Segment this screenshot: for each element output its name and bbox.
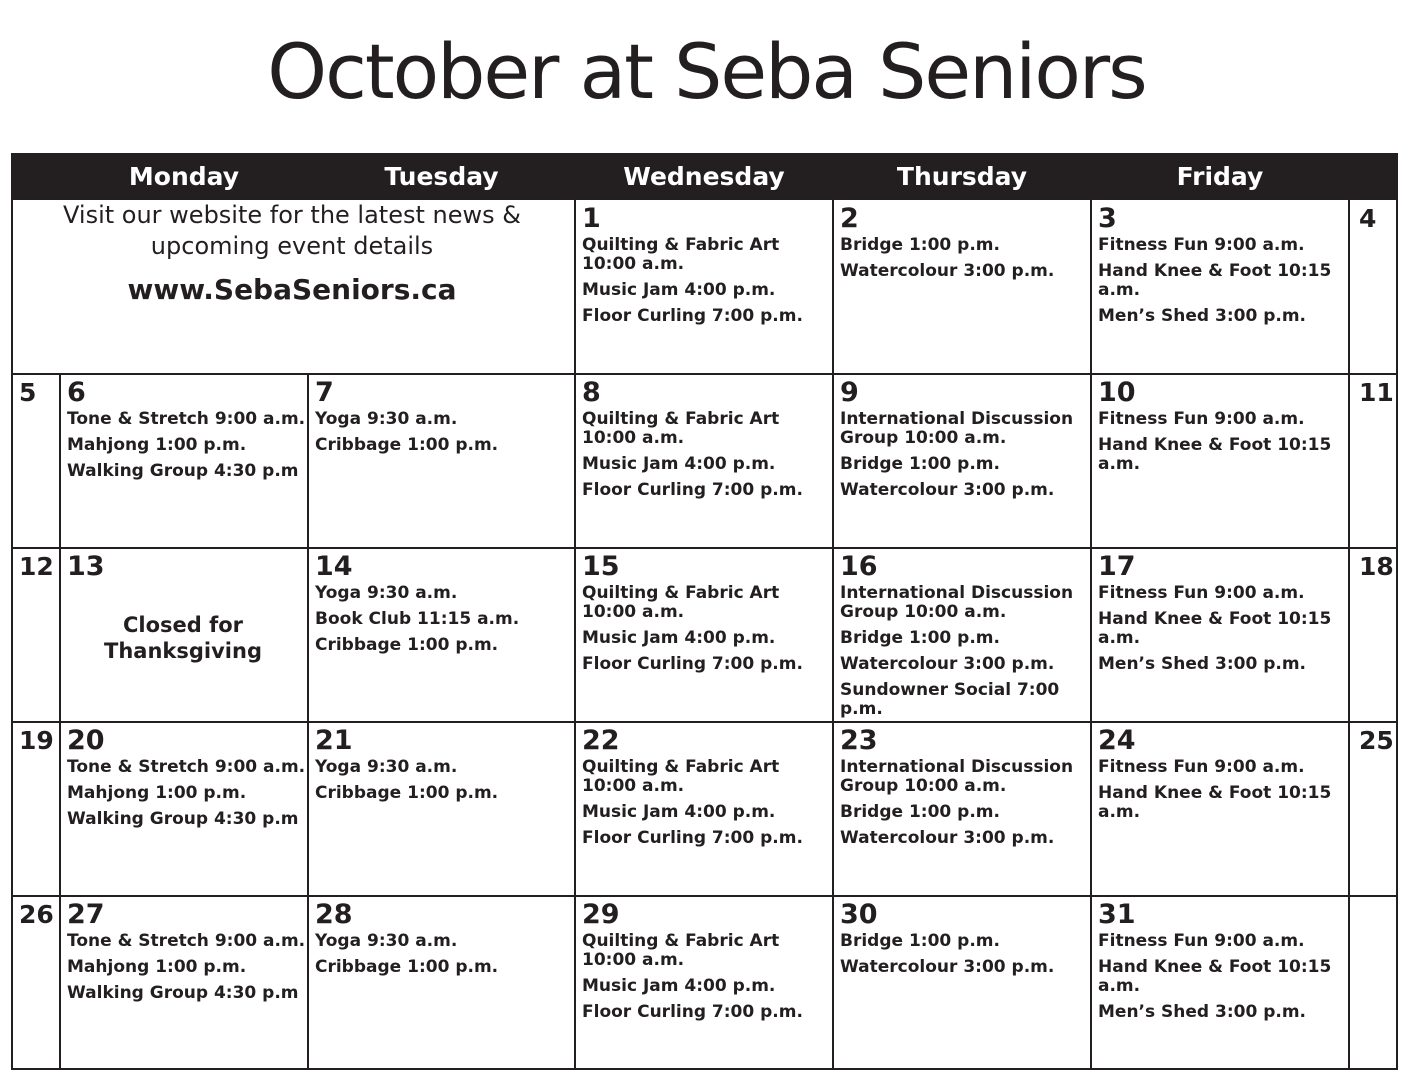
day-cell bbox=[575, 374, 833, 548]
day-cell bbox=[1091, 548, 1349, 722]
calendar bbox=[11, 153, 1398, 1070]
day-cell bbox=[308, 548, 575, 722]
event-list bbox=[840, 584, 1089, 726]
day-number: 31 bbox=[1098, 899, 1136, 930]
day-cell bbox=[833, 722, 1091, 896]
event-item: Quilting & Fabric Art 10:00 a.m. bbox=[582, 757, 780, 796]
event-item: Quilting & Fabric Art 10:00 a.m. bbox=[582, 931, 780, 970]
event-item: Book Club 11:15 a.m. bbox=[315, 609, 520, 629]
promo-text-line: Visit our website for the latest news & bbox=[63, 201, 521, 229]
event-list bbox=[315, 584, 573, 662]
calendar-grid bbox=[11, 200, 1398, 1070]
event-item: Mahjong 1:00 p.m. bbox=[67, 957, 247, 977]
event-item: Hand Knee & Foot 10:15 a.m. bbox=[1098, 435, 1332, 474]
event-list bbox=[67, 758, 306, 836]
day-cell bbox=[308, 722, 575, 896]
day-number: 14 bbox=[315, 551, 353, 582]
day-number: 23 bbox=[840, 725, 878, 756]
day-number: 16 bbox=[840, 551, 878, 582]
event-list bbox=[582, 758, 831, 855]
day-cell bbox=[60, 896, 308, 1070]
event-item: Watercolour 3:00 p.m. bbox=[840, 261, 1055, 281]
day-number: 8 bbox=[582, 377, 601, 408]
website-link[interactable]: www.SebaSeniors.ca bbox=[127, 273, 457, 306]
event-item: Tone & Stretch 9:00 a.m. bbox=[67, 409, 306, 429]
event-item: Watercolour 3:00 p.m. bbox=[840, 957, 1055, 977]
event-item: Bridge 1:00 p.m. bbox=[840, 802, 1000, 822]
day-cell bbox=[1091, 200, 1349, 374]
closed-line: Thanksgiving bbox=[104, 639, 262, 663]
day-cell bbox=[60, 548, 308, 722]
event-item: Watercolour 3:00 p.m. bbox=[840, 654, 1055, 674]
event-item: Yoga 9:30 a.m. bbox=[315, 931, 458, 951]
header-friday: Friday bbox=[1176, 162, 1264, 191]
day-cell bbox=[575, 722, 833, 896]
day-number: 29 bbox=[582, 899, 620, 930]
event-item: Tone & Stretch 9:00 a.m. bbox=[67, 931, 306, 951]
event-item: Fitness Fun 9:00 a.m. bbox=[1098, 757, 1305, 777]
day-number: 10 bbox=[1098, 377, 1136, 408]
event-list bbox=[582, 932, 831, 1029]
sunday-date: 12 bbox=[19, 552, 54, 581]
day-number: 20 bbox=[67, 725, 105, 756]
event-item: Yoga 9:30 a.m. bbox=[315, 757, 458, 777]
event-item: Floor Curling 7:00 p.m. bbox=[582, 306, 803, 326]
day-cell bbox=[833, 896, 1091, 1070]
event-item: Cribbage 1:00 p.m. bbox=[315, 957, 499, 977]
sunday-date: 26 bbox=[19, 900, 54, 929]
event-item: Cribbage 1:00 p.m. bbox=[315, 435, 499, 455]
event-list bbox=[67, 932, 306, 1010]
event-item: International Discussion Group 10:00 a.m. bbox=[840, 757, 1074, 796]
event-item: Floor Curling 7:00 p.m. bbox=[582, 480, 803, 500]
event-list bbox=[315, 932, 573, 984]
day-number: 2 bbox=[840, 203, 859, 234]
event-item: Floor Curling 7:00 p.m. bbox=[582, 828, 803, 848]
day-cell bbox=[833, 200, 1091, 374]
event-item: Fitness Fun 9:00 a.m. bbox=[1098, 931, 1305, 951]
event-item: Bridge 1:00 p.m. bbox=[840, 931, 1000, 951]
sunday-date: 19 bbox=[19, 726, 54, 755]
event-list bbox=[67, 410, 306, 488]
event-item: Yoga 9:30 a.m. bbox=[315, 583, 458, 603]
event-list bbox=[1098, 584, 1347, 681]
header-tuesday: Tuesday bbox=[384, 162, 499, 191]
header-thursday: Thursday bbox=[896, 162, 1028, 191]
event-item: Walking Group 4:30 p.m bbox=[67, 809, 299, 829]
saturday-date: 25 bbox=[1359, 726, 1394, 755]
day-number: 24 bbox=[1098, 725, 1136, 756]
event-item: Music Jam 4:00 p.m. bbox=[582, 280, 776, 300]
promo-text-line: upcoming event details bbox=[150, 232, 434, 260]
event-list bbox=[840, 932, 1089, 984]
event-item: Music Jam 4:00 p.m. bbox=[582, 454, 776, 474]
event-list bbox=[1098, 410, 1347, 481]
day-number: 1 bbox=[582, 203, 601, 234]
event-item: Fitness Fun 9:00 a.m. bbox=[1098, 235, 1305, 255]
event-item: Bridge 1:00 p.m. bbox=[840, 235, 1000, 255]
event-item: Watercolour 3:00 p.m. bbox=[840, 828, 1055, 848]
event-item: Cribbage 1:00 p.m. bbox=[315, 635, 499, 655]
event-list bbox=[1098, 932, 1347, 1029]
day-number: 27 bbox=[67, 899, 105, 930]
event-item: Tone & Stretch 9:00 a.m. bbox=[67, 757, 306, 777]
event-item: Hand Knee & Foot 10:15 a.m. bbox=[1098, 609, 1332, 648]
day-number: 17 bbox=[1098, 551, 1136, 582]
event-item: Mahjong 1:00 p.m. bbox=[67, 783, 247, 803]
day-number: 9 bbox=[840, 377, 859, 408]
day-cell bbox=[1091, 722, 1349, 896]
event-item: Bridge 1:00 p.m. bbox=[840, 454, 1000, 474]
event-item: Floor Curling 7:00 p.m. bbox=[582, 1002, 803, 1022]
event-item: Floor Curling 7:00 p.m. bbox=[582, 654, 803, 674]
event-item: Hand Knee & Foot 10:15 a.m. bbox=[1098, 261, 1332, 300]
day-number: 28 bbox=[315, 899, 353, 930]
event-item: Fitness Fun 9:00 a.m. bbox=[1098, 583, 1305, 603]
event-item: Bridge 1:00 p.m. bbox=[840, 628, 1000, 648]
event-item: Sundowner Social 7:00 p.m. bbox=[840, 680, 1060, 719]
event-list bbox=[840, 758, 1089, 855]
day-cell bbox=[308, 896, 575, 1070]
event-list bbox=[315, 758, 573, 810]
event-item: Quilting & Fabric Art 10:00 a.m. bbox=[582, 235, 780, 274]
day-cell bbox=[833, 548, 1091, 722]
event-item: International Discussion Group 10:00 a.m. bbox=[840, 409, 1074, 448]
sunday-date: 5 bbox=[19, 378, 37, 407]
day-number: 21 bbox=[315, 725, 353, 756]
event-list bbox=[1098, 758, 1347, 829]
day-cell bbox=[308, 374, 575, 548]
event-list bbox=[840, 236, 1089, 288]
day-number: 3 bbox=[1098, 203, 1117, 234]
event-list bbox=[1098, 236, 1347, 333]
event-item: Quilting & Fabric Art 10:00 a.m. bbox=[582, 583, 780, 622]
day-cell bbox=[60, 374, 308, 548]
day-number: 7 bbox=[315, 377, 334, 408]
event-item: Music Jam 4:00 p.m. bbox=[582, 976, 776, 996]
event-item: Men’s Shed 3:00 p.m. bbox=[1098, 654, 1307, 674]
event-item: Fitness Fun 9:00 a.m. bbox=[1098, 409, 1305, 429]
day-number: 15 bbox=[582, 551, 620, 582]
day-cell bbox=[575, 548, 833, 722]
day-cell bbox=[575, 200, 833, 374]
event-list bbox=[582, 410, 831, 507]
day-cell bbox=[575, 896, 833, 1070]
event-item: Quilting & Fabric Art 10:00 a.m. bbox=[582, 409, 780, 448]
page-title: October at Seba Seniors bbox=[267, 27, 1146, 116]
event-item: Music Jam 4:00 p.m. bbox=[582, 628, 776, 648]
saturday-date: 11 bbox=[1359, 378, 1394, 407]
header-wednesday: Wednesday bbox=[623, 162, 785, 191]
day-cell bbox=[1091, 896, 1349, 1070]
day-number: 6 bbox=[67, 377, 86, 408]
grid-border bbox=[1396, 200, 1398, 1070]
event-list bbox=[840, 410, 1089, 507]
event-item: Watercolour 3:00 p.m. bbox=[840, 480, 1055, 500]
event-list bbox=[582, 236, 831, 333]
event-item: Hand Knee & Foot 10:15 a.m. bbox=[1098, 783, 1332, 822]
event-list bbox=[582, 584, 831, 681]
day-cell bbox=[833, 374, 1091, 548]
day-cell bbox=[1091, 374, 1349, 548]
event-item: Walking Group 4:30 p.m bbox=[67, 461, 299, 481]
event-item: Hand Knee & Foot 10:15 a.m. bbox=[1098, 957, 1332, 996]
day-cell bbox=[60, 722, 308, 896]
event-item: Cribbage 1:00 p.m. bbox=[315, 783, 499, 803]
event-item: Music Jam 4:00 p.m. bbox=[582, 802, 776, 822]
event-item: Men’s Shed 3:00 p.m. bbox=[1098, 306, 1307, 326]
day-number: 30 bbox=[840, 899, 878, 930]
day-number: 13 bbox=[67, 551, 105, 582]
saturday-date: 18 bbox=[1359, 552, 1394, 581]
event-item: Mahjong 1:00 p.m. bbox=[67, 435, 247, 455]
event-item: Men’s Shed 3:00 p.m. bbox=[1098, 1002, 1307, 1022]
day-number: 22 bbox=[582, 725, 620, 756]
event-item: International Discussion Group 10:00 a.m. bbox=[840, 583, 1074, 622]
weekday-header bbox=[11, 153, 1398, 200]
closed-notice bbox=[60, 612, 306, 664]
closed-line: Closed for bbox=[122, 613, 244, 637]
event-list bbox=[315, 410, 573, 462]
saturday-date: 4 bbox=[1359, 204, 1377, 233]
website-promo bbox=[11, 200, 575, 374]
event-item: Yoga 9:30 a.m. bbox=[315, 409, 458, 429]
header-monday: Monday bbox=[128, 162, 240, 191]
event-item: Walking Group 4:30 p.m bbox=[67, 983, 299, 1003]
